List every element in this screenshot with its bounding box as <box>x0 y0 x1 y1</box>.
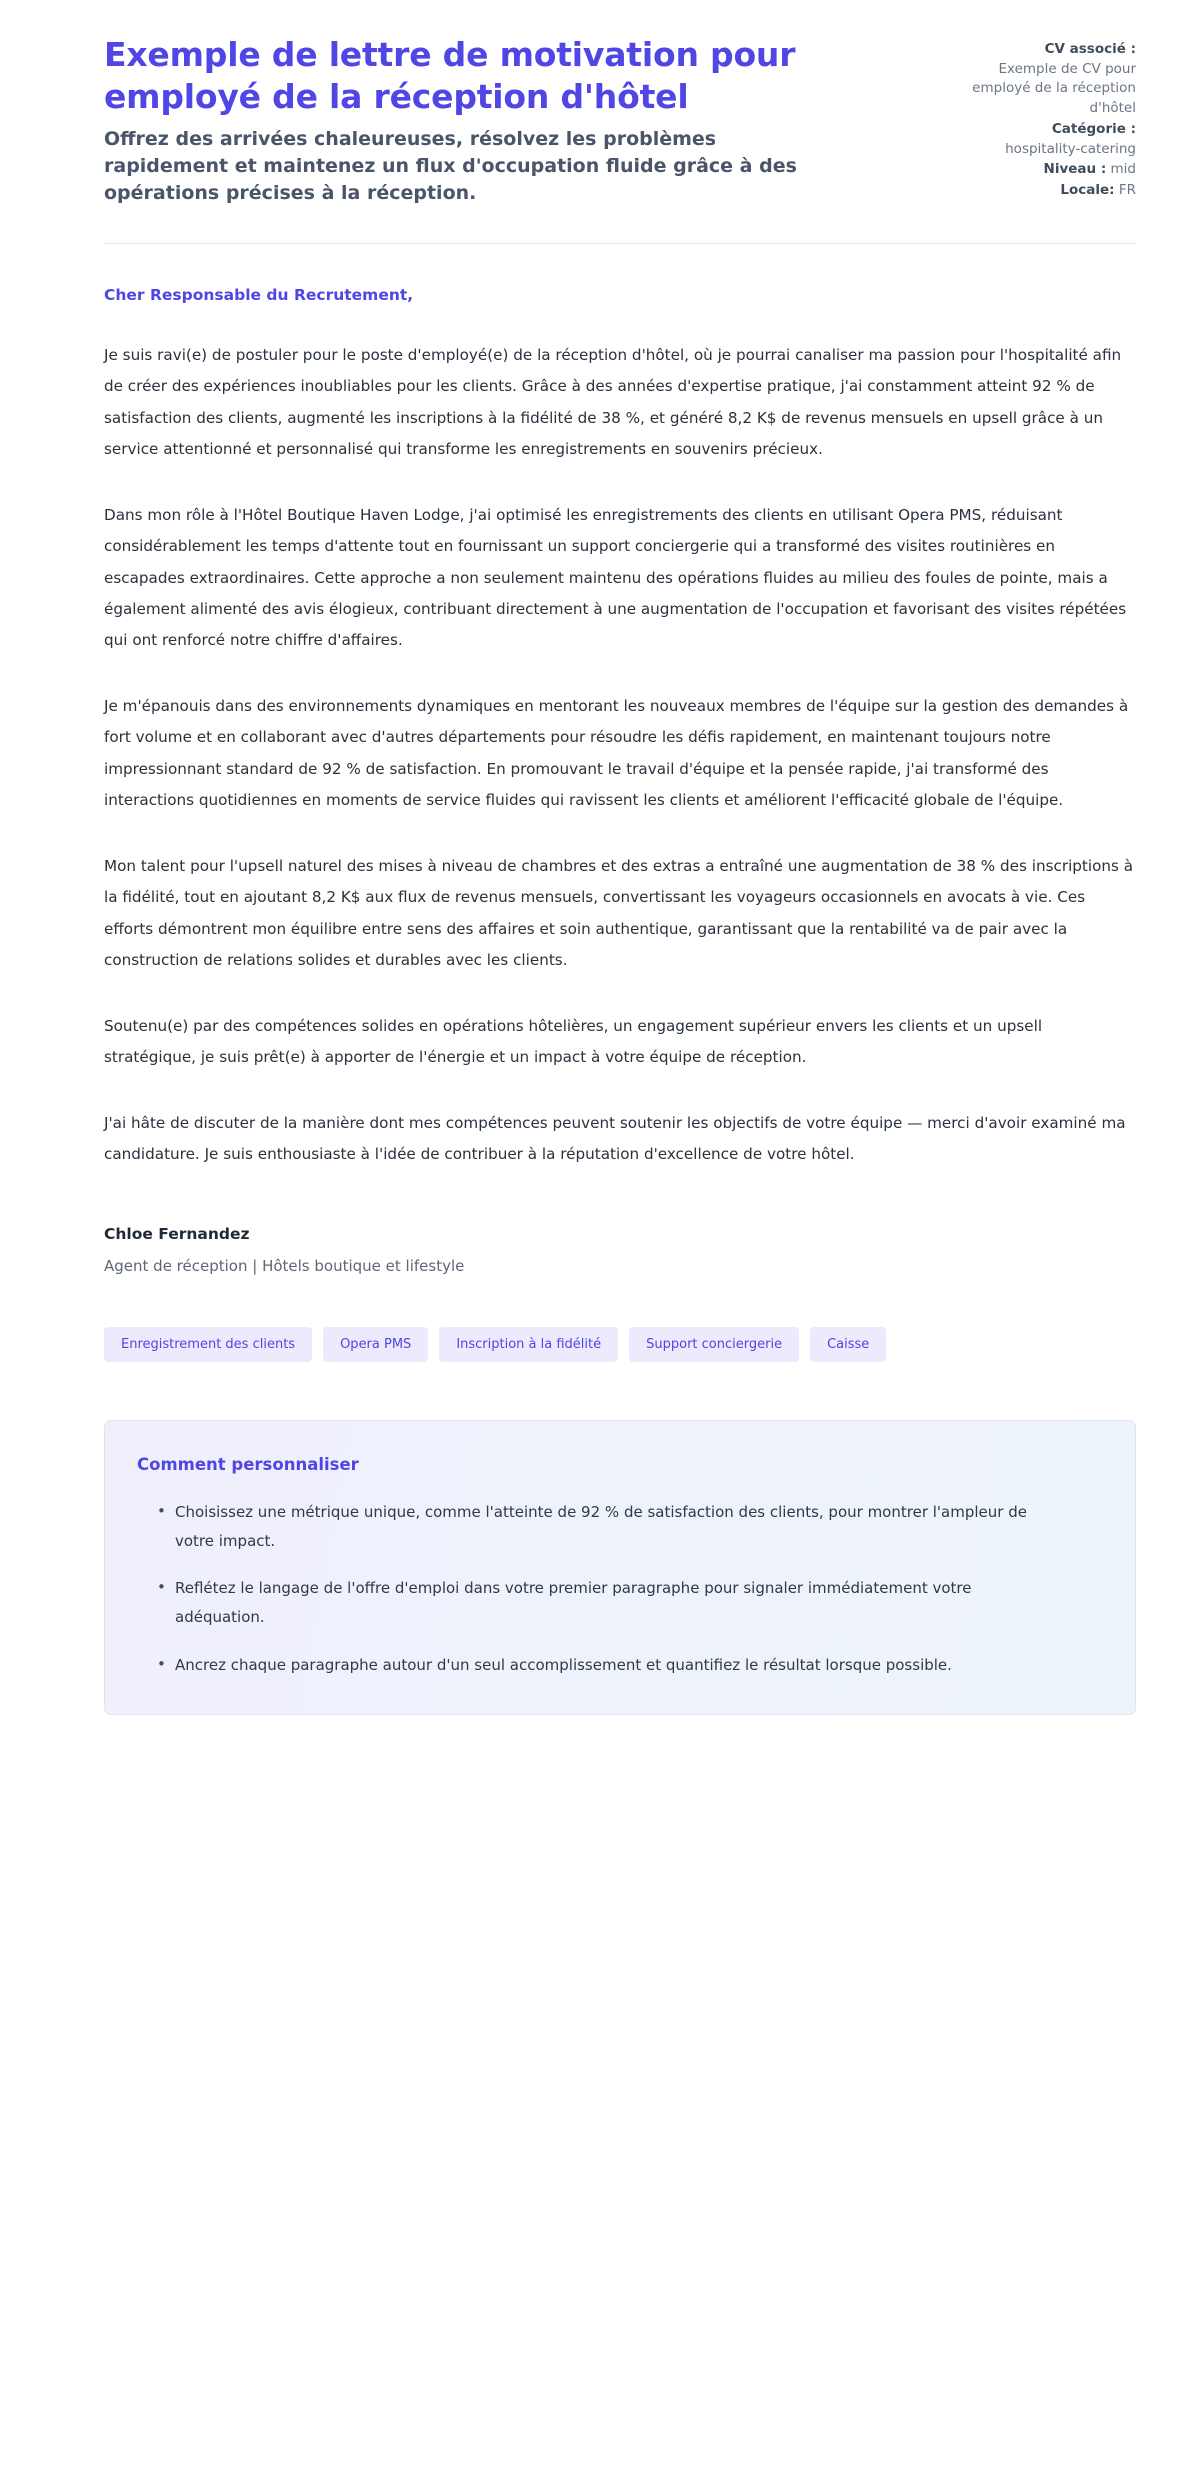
customization-callout <box>104 1420 1136 1715</box>
meta-locale-value: FR <box>1118 181 1136 198</box>
letter-paragraph-4: Mon talent pour l'upsell naturel des mises à niveau de chambres et des extras a entraîné une augmentation de 38 % des inscriptions à la fidélité, tout en ajoutant 8,2 K$ aux flux de revenus mensuels, convertissant les voyageurs occasionnels en avocats à vie. Ces efforts démontrent mon équilibre entre sens des affaires et soin authentique, garantissant que la rentabilité va de pair avec la construction de relations solides et durables avec les clients. <box>104 856 1134 970</box>
document-metadata <box>956 34 1136 202</box>
meta-locale-label: Locale: <box>1060 181 1115 198</box>
letter-paragraph-5: Soutenu(e) par des compétences solides en opérations hôtelières, un engagement supérieur envers les clients et un upsell stratégique, je suis prêt(e) à apporter de l'énergie et un impact à votre équipe de réception. <box>104 1016 1043 1067</box>
meta-category <box>956 120 1136 159</box>
letter-body <box>104 244 1136 1275</box>
list-item: • Choisissez une métrique unique, comme l'atteinte de 92 % de satisfaction des clients, pour montrer l'ampleur de votre impact. <box>157 1498 1037 1557</box>
meta-category-value: hospitality-catering <box>1005 140 1136 157</box>
skill-chip-list <box>104 1327 1136 1362</box>
meta-level <box>956 160 1136 180</box>
skill-chip[interactable]: Inscription à la fidélité <box>439 1327 618 1362</box>
header-text-block <box>104 34 834 207</box>
meta-level-value: mid <box>1110 161 1136 178</box>
page-header <box>104 34 1136 229</box>
signature-role: Agent de réception | Hôtels boutique et lifestyle <box>104 1256 465 1275</box>
meta-related-cv-value: Exemple de CV pour employé de la réception d'hôtel <box>972 60 1136 117</box>
meta-related-cv-label: CV associé : <box>1044 41 1136 57</box>
letter-paragraph-3: Je m'épanouis dans des environnements dynamiques en mentorant les nouveaux membres de l'équipe sur la gestion des demandes à fort volume et en collaborant avec d'autres départements pour résoudre les défis rapidement, en maintenant toujours notre impressionnant standard de 92 % de satisfaction. En promouvant le travail d'équipe et la pensée rapide, j'ai transformé des interactions quotidiennes en moments de service fluides qui ravissent les clients et améliorent l'efficacité globale de l'équipe. <box>104 696 1129 810</box>
skill-chip[interactable]: Support conciergerie <box>629 1327 799 1362</box>
skill-chip[interactable]: Caisse <box>810 1327 886 1362</box>
meta-locale <box>956 181 1136 201</box>
skill-chip[interactable]: Opera PMS <box>323 1327 428 1362</box>
letter-paragraph-6: J'ai hâte de discuter de la manière dont mes compétences peuvent soutenir les objectifs de votre équipe — merci d'avoir examiné ma candidature. Je suis enthousiaste à l'idée de contribuer à la réputation d'excellence de votre hôtel. <box>104 1113 1126 1164</box>
page-title: Exemple de lettre de motivation pour employé de la réception d'hôtel <box>104 35 796 116</box>
letter-paragraph-2: Dans mon rôle à l'Hôtel Boutique Haven Lodge, j'ai optimisé les enregistrements des clients en utilisant Opera PMS, réduisant considérablement les temps d'attente tout en fournissant un support conciergerie qui a transformé des visites routinières en escapades extraordinaires. Cette approche a non seulement maintenu des opérations fluides au milieu des foules de pointe, mais a également alimenté des avis élogieux, contribuant directement à une augmentation de l'occupation et favorisant des visites répétées qui ont renforcé notre chiffre d'affaires. <box>104 505 1127 650</box>
skill-chip[interactable]: Enregistrement des clients <box>104 1327 312 1362</box>
meta-related-cv <box>956 40 1136 119</box>
callout-tip-list <box>137 1498 1099 1680</box>
callout-title: Comment personnaliser <box>137 1454 359 1474</box>
signature-name: Chloe Fernandez <box>104 1224 250 1243</box>
letter-salutation: Cher Responsable du Recrutement, <box>104 285 414 304</box>
signature-block <box>104 1225 1136 1275</box>
meta-level-label: Niveau : <box>1043 161 1107 178</box>
page-subtitle: Offrez des arrivées chaleureuses, résolvez les problèmes rapidement et maintenez un flux d'occupation fluide grâce à des opérations précises à la réception. <box>104 127 797 204</box>
list-item: • Ancrez chaque paragraphe autour d'un seul accomplissement et quantifiez le résultat lorsque possible. <box>157 1651 1037 1680</box>
list-item: • Reflétez le langage de l'offre d'emploi dans votre premier paragraphe pour signaler immédiatement votre adéquation. <box>157 1574 1037 1633</box>
meta-category-label: Catégorie : <box>1051 120 1136 137</box>
letter-paragraph-1: Je suis ravi(e) de postuler pour le poste d'employé(e) de la réception d'hôtel, où je pourrai canaliser ma passion pour l'hospitalité afin de créer des expériences inoubliables pour les clients. Grâce à des années d'expertise pratique, j'ai constamment atteint 92 % de satisfaction des clients, augmenté les inscriptions à la fidélité de 38 %, et généré 8,2 K$ de revenus mensuels en upsell grâce à un service attentionné et personnalisé qui transforme les enregistrements en souvenirs précieux. <box>104 345 1122 459</box>
